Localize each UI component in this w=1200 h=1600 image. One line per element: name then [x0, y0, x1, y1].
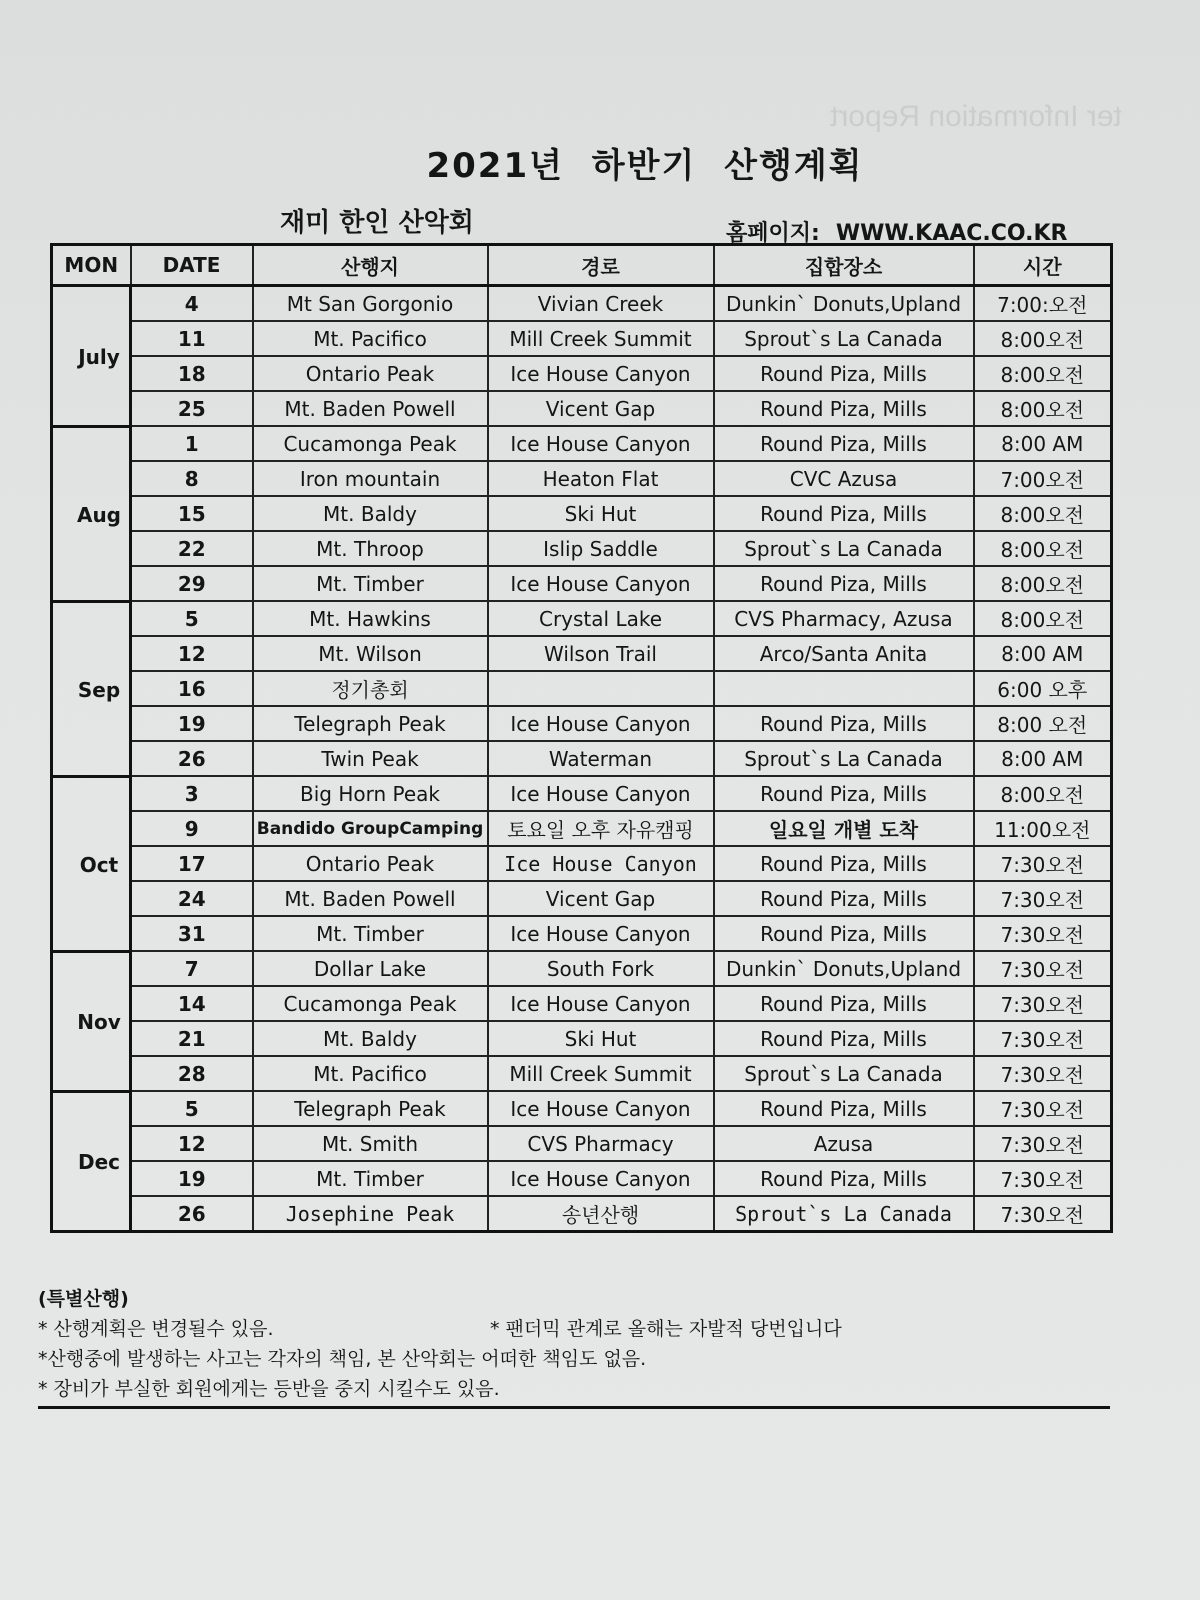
route-cell: Vicent Gap [488, 881, 714, 916]
table-row [52, 671, 1112, 706]
table-row [52, 1161, 1112, 1196]
time-cell: 8:00오전 [974, 776, 1112, 811]
route-cell: Wilson Trail [488, 636, 714, 671]
header-meeting: 집합장소 [714, 245, 974, 286]
month-label: July [52, 286, 131, 427]
time-cell: 7:30오전 [974, 1126, 1112, 1161]
date-cell: 19 [131, 706, 253, 741]
date-cell: 8 [131, 461, 253, 496]
date-cell: 26 [131, 1196, 253, 1232]
time-cell: 7:30오전 [974, 916, 1112, 951]
date-cell: 12 [131, 1126, 253, 1161]
route-cell: Ice House Canyon [488, 706, 714, 741]
time-cell: 8:00오전 [974, 601, 1112, 636]
time-cell: 8:00오전 [974, 531, 1112, 566]
header-time: 시간 [974, 245, 1112, 286]
route-cell: Mill Creek Summit [488, 1056, 714, 1091]
meeting-cell: Round Piza, Mills [714, 426, 974, 461]
time-cell: 7:30오전 [974, 1196, 1112, 1232]
meeting-cell: Round Piza, Mills [714, 356, 974, 391]
place-cell: Bandido GroupCamping [253, 811, 488, 846]
special-hike-label: (특별산행) [38, 1288, 129, 1310]
table-row [52, 706, 1112, 741]
route-cell: Vicent Gap [488, 391, 714, 426]
time-cell: 8:00오전 [974, 496, 1112, 531]
table-row [52, 916, 1112, 951]
homepage-url: WWW.KAAC.CO.KR [835, 221, 1068, 246]
meeting-cell: Round Piza, Mills [714, 776, 974, 811]
meeting-cell: Round Piza, Mills [714, 881, 974, 916]
date-cell: 3 [131, 776, 253, 811]
month-label: Aug [52, 426, 131, 601]
route-cell: Ice House Canyon [488, 916, 714, 951]
place-cell: Cucamonga Peak [253, 426, 488, 461]
place-cell: Mt. Timber [253, 916, 488, 951]
table-row [52, 1056, 1112, 1091]
time-cell: 11:00오전 [974, 811, 1112, 846]
table-row [52, 776, 1112, 811]
route-cell: CVS Pharmacy [488, 1126, 714, 1161]
date-cell: 18 [131, 356, 253, 391]
table-row [52, 1196, 1112, 1232]
date-cell: 16 [131, 671, 253, 706]
place-cell: Telegraph Peak [253, 706, 488, 741]
meeting-cell: Dunkin` Donuts,Upland [714, 951, 974, 986]
date-cell: 22 [131, 531, 253, 566]
table-row [52, 741, 1112, 776]
time-cell: 6:00 오후 [974, 671, 1112, 706]
place-cell: Mt. Baldy [253, 496, 488, 531]
table-row [52, 846, 1112, 881]
place-cell: Iron mountain [253, 461, 488, 496]
time-cell: 8:00오전 [974, 391, 1112, 426]
route-cell: Mill Creek Summit [488, 321, 714, 356]
table-header-row [52, 245, 1112, 286]
table-row [52, 1126, 1112, 1161]
header-route: 경로 [488, 245, 714, 286]
time-cell: 7:00:오전 [974, 286, 1112, 322]
meeting-cell: Sprout`s La Canada [714, 741, 974, 776]
month-label: Nov [52, 951, 131, 1091]
meeting-cell: Sprout`s La Canada [714, 321, 974, 356]
meeting-cell: Dunkin` Donuts,Upland [714, 286, 974, 322]
route-cell: Ice House Canyon [488, 846, 714, 881]
route-cell: Ice House Canyon [488, 426, 714, 461]
place-cell: Josephine Peak [253, 1196, 488, 1232]
place-cell: 정기총회 [253, 671, 488, 706]
route-cell: Crystal Lake [488, 601, 714, 636]
table-row [52, 951, 1112, 986]
date-cell: 15 [131, 496, 253, 531]
date-cell: 7 [131, 951, 253, 986]
place-cell: Ontario Peak [253, 356, 488, 391]
notes-section [38, 1284, 1110, 1409]
time-cell: 7:30오전 [974, 986, 1112, 1021]
table-row [52, 461, 1112, 496]
place-cell: Mt. Baden Powell [253, 391, 488, 426]
date-cell: 29 [131, 566, 253, 601]
place-cell: Mt. Pacifico [253, 321, 488, 356]
table-row [52, 356, 1112, 391]
route-cell: Heaton Flat [488, 461, 714, 496]
time-cell: 7:30오전 [974, 1021, 1112, 1056]
meeting-cell: Round Piza, Mills [714, 566, 974, 601]
date-cell: 1 [131, 426, 253, 461]
time-cell: 7:30오전 [974, 1091, 1112, 1126]
place-cell: Ontario Peak [253, 846, 488, 881]
meeting-cell: Azusa [714, 1126, 974, 1161]
show-through-text: ter Information Report [830, 100, 1122, 133]
date-cell: 11 [131, 321, 253, 356]
meeting-cell: Round Piza, Mills [714, 1161, 974, 1196]
date-cell: 14 [131, 986, 253, 1021]
table-row [52, 881, 1112, 916]
meeting-cell: Sprout`s La Canada [714, 1056, 974, 1091]
time-cell: 7:30오전 [974, 1056, 1112, 1091]
meeting-cell: Round Piza, Mills [714, 846, 974, 881]
route-cell: Vivian Creek [488, 286, 714, 322]
time-cell: 8:00 AM [974, 426, 1112, 461]
time-cell: 7:30오전 [974, 951, 1112, 986]
route-cell: Ice House Canyon [488, 356, 714, 391]
meeting-cell: Sprout`s La Canada [714, 531, 974, 566]
route-cell: South Fork [488, 951, 714, 986]
table-row [52, 531, 1112, 566]
place-cell: Mt. Wilson [253, 636, 488, 671]
meeting-cell: Round Piza, Mills [714, 986, 974, 1021]
route-cell [488, 671, 714, 706]
table-row [52, 566, 1112, 601]
place-cell: Telegraph Peak [253, 1091, 488, 1126]
date-cell: 25 [131, 391, 253, 426]
time-cell: 8:00오전 [974, 321, 1112, 356]
club-name: 재미 한인 산악회 [280, 208, 474, 238]
route-cell: Ice House Canyon [488, 776, 714, 811]
month-label: Oct [52, 776, 131, 951]
time-cell: 8:00 AM [974, 636, 1112, 671]
header-mon: MON [52, 245, 131, 286]
table-row [52, 496, 1112, 531]
route-cell: Islip Saddle [488, 531, 714, 566]
route-cell: Ice House Canyon [488, 1161, 714, 1196]
date-cell: 5 [131, 601, 253, 636]
place-cell: Cucamonga Peak [253, 986, 488, 1021]
date-cell: 24 [131, 881, 253, 916]
date-cell: 17 [131, 846, 253, 881]
place-cell: Twin Peak [253, 741, 488, 776]
route-cell: Ice House Canyon [488, 1091, 714, 1126]
place-cell: Big Horn Peak [253, 776, 488, 811]
place-cell: Mt. Timber [253, 566, 488, 601]
time-cell: 7:00오전 [974, 461, 1112, 496]
table-row [52, 636, 1112, 671]
table-row [52, 811, 1112, 846]
date-cell: 4 [131, 286, 253, 322]
route-cell: Ski Hut [488, 1021, 714, 1056]
meeting-cell [714, 671, 974, 706]
note-equipment: * 장비가 부실한 회원에게는 등반을 중지 시킬수도 있음. [38, 1378, 500, 1400]
time-cell: 8:00오전 [974, 566, 1112, 601]
route-cell: Waterman [488, 741, 714, 776]
route-cell: Ski Hut [488, 496, 714, 531]
note-line-1 [38, 1314, 1110, 1344]
meeting-cell: Sprout`s La Canada [714, 1196, 974, 1232]
place-cell: Mt. Timber [253, 1161, 488, 1196]
place-cell: Mt. Hawkins [253, 601, 488, 636]
meeting-cell: CVC Azusa [714, 461, 974, 496]
time-cell: 8:00 AM [974, 741, 1112, 776]
meeting-cell: Round Piza, Mills [714, 391, 974, 426]
date-cell: 28 [131, 1056, 253, 1091]
meeting-cell: Round Piza, Mills [714, 1021, 974, 1056]
meeting-cell: 일요일 개별 도착 [714, 811, 974, 846]
date-cell: 21 [131, 1021, 253, 1056]
time-cell: 7:30오전 [974, 881, 1112, 916]
place-cell: Mt. Smith [253, 1126, 488, 1161]
time-cell: 7:30오전 [974, 1161, 1112, 1196]
homepage-label: 홈페이지: [726, 221, 820, 246]
meeting-cell: CVS Pharmacy, Azusa [714, 601, 974, 636]
place-cell: Mt. Baldy [253, 1021, 488, 1056]
table-row [52, 321, 1112, 356]
table-row [52, 391, 1112, 426]
place-cell: Mt. Pacifico [253, 1056, 488, 1091]
time-cell: 8:00 오전 [974, 706, 1112, 741]
time-cell: 8:00오전 [974, 356, 1112, 391]
table-row [52, 1021, 1112, 1056]
date-cell: 5 [131, 1091, 253, 1126]
date-cell: 31 [131, 916, 253, 951]
meeting-cell: Round Piza, Mills [714, 1091, 974, 1126]
place-cell: Mt. Throop [253, 531, 488, 566]
header-place: 산행지 [253, 245, 488, 286]
date-cell: 12 [131, 636, 253, 671]
month-label: Dec [52, 1091, 131, 1232]
table-row [52, 1091, 1112, 1126]
page-title: 2021년 하반기 산행계획 [426, 146, 864, 186]
note-schedule-change: * 산행계획은 변경될수 있음. [38, 1318, 274, 1340]
note-pandemic: * 팬더믹 관계로 올해는 자발적 당번입니다 [490, 1318, 842, 1340]
place-cell: Mt. Baden Powell [253, 881, 488, 916]
meeting-cell: Round Piza, Mills [714, 916, 974, 951]
route-cell: Ice House Canyon [488, 566, 714, 601]
time-cell: 7:30오전 [974, 846, 1112, 881]
table-row [52, 426, 1112, 461]
hiking-schedule-table [50, 243, 1113, 1233]
date-cell: 26 [131, 741, 253, 776]
place-cell: Mt San Gorgonio [253, 286, 488, 322]
month-label: Sep [52, 601, 131, 776]
table-row [52, 286, 1112, 322]
date-cell: 19 [131, 1161, 253, 1196]
route-cell: Ice House Canyon [488, 986, 714, 1021]
place-cell: Dollar Lake [253, 951, 488, 986]
route-cell: 토요일 오후 자유캠핑 [488, 811, 714, 846]
date-cell: 9 [131, 811, 253, 846]
meeting-cell: Round Piza, Mills [714, 706, 974, 741]
route-cell: 송년산행 [488, 1196, 714, 1232]
meeting-cell: Round Piza, Mills [714, 496, 974, 531]
table-row [52, 601, 1112, 636]
header-date: DATE [131, 245, 253, 286]
table-row [52, 986, 1112, 1021]
meeting-cell: Arco/Santa Anita [714, 636, 974, 671]
note-liability: *산행중에 발생하는 사고는 각자의 책임, 본 산악회는 어떠한 책임도 없음. [38, 1348, 647, 1370]
